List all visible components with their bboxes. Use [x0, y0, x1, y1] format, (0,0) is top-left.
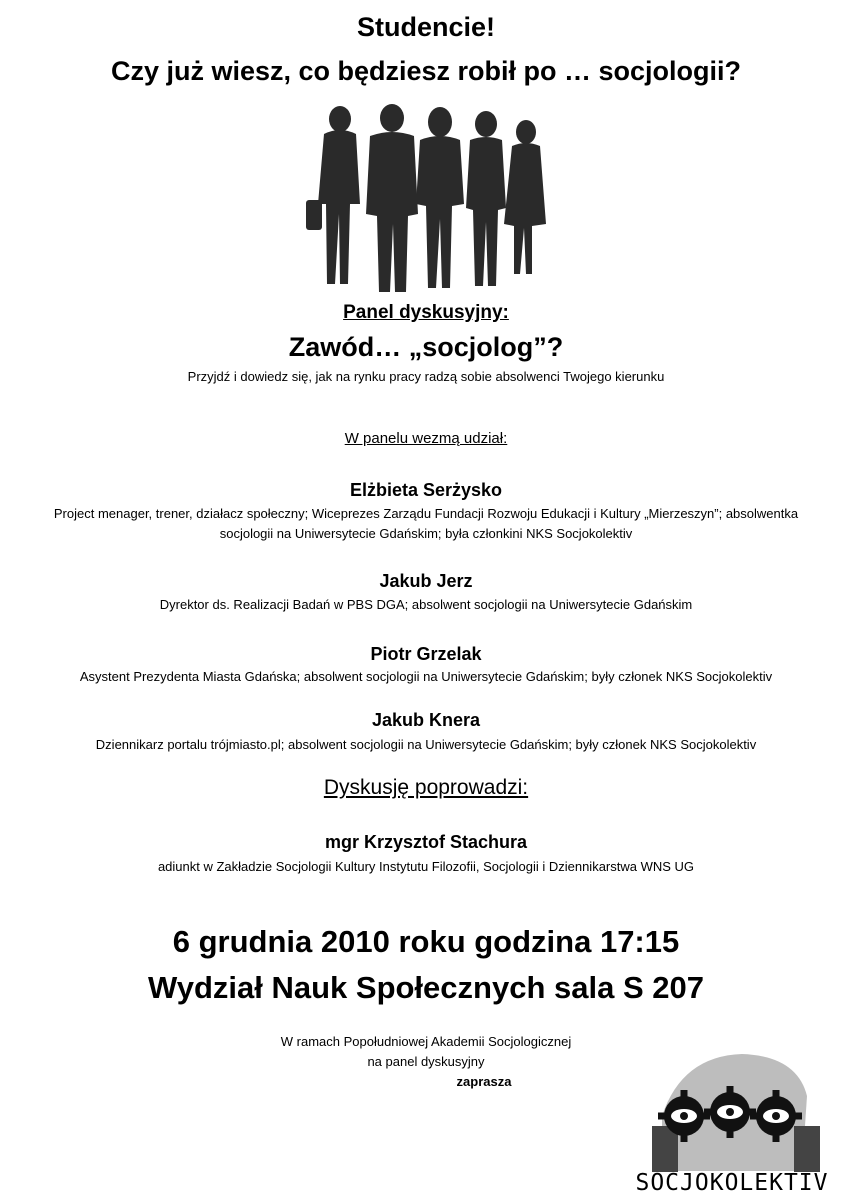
event-place: Wydział Nauk Społecznych sala S 207: [148, 970, 704, 1005]
gear-eyes-icon: [622, 1046, 842, 1176]
participant-name: Elżbieta Serżysko: [349, 480, 503, 500]
moderator-heading: Dyskusję poprowadzi:: [323, 776, 529, 799]
participant-name: Jakub Jerz: [379, 571, 473, 591]
panel-title: Zawód… „socjolog”?: [288, 332, 564, 362]
people-silhouette-icon: [300, 104, 552, 294]
logo-text: SOCJOKOLEKTIV: [635, 1170, 829, 1196]
participant-desc: Project menager, trener, działacz społeczny; Wiceprezes Zarządu Fundacji Rozwoju Edukacji i Kultury „Mierzeszyn”; absolwentka: [53, 506, 799, 521]
moderator-name: mgr Krzysztof Stachura: [324, 832, 528, 852]
participant-desc: Asystent Prezydenta Miasta Gdańska; absolwent socjologii na Uniwersytecie Gdańskim; były członek NKS Socjokolektiv: [79, 669, 773, 684]
event-date: 6 grudnia 2010 roku godzina 17:15: [172, 924, 680, 959]
headline-line1: Studencie!: [356, 12, 496, 42]
footer-line3: zaprasza: [456, 1074, 512, 1089]
footer-line1: W ramach Popołudniowej Akademii Socjologicznej: [280, 1034, 572, 1049]
panel-subtitle: Przyjdź i dowiedz się, jak na rynku pracy radzą sobie absolwenci Twojego kierunku: [187, 369, 665, 384]
participant-desc: socjologii na Uniwersytecie Gdańskim; była członkini NKS Socjokolektiv: [219, 526, 633, 541]
participants-heading: W panelu wezmą udział:: [344, 430, 508, 447]
socjokolektiv-logo: [622, 1046, 842, 1200]
participant-name: Piotr Grzelak: [370, 644, 482, 664]
participant-desc: Dyrektor ds. Realizacji Badań w PBS DGA; absolwent socjologii na Uniwersytecie Gdańskim: [159, 597, 693, 612]
moderator-desc: adiunkt w Zakładzie Socjologii Kultury Instytutu Filozofii, Socjologii i Dziennikarstwa WNS UG: [157, 859, 695, 874]
participant-name: Jakub Knera: [371, 710, 481, 730]
participant-desc: Dziennikarz portalu trójmiasto.pl; absolwent socjologii na Uniwersytecie Gdańskim; były członek NKS Socjokolektiv: [95, 737, 757, 752]
headline-line2: Czy już wiesz, co będziesz robił po … socjologii?: [110, 56, 742, 86]
footer-line2: na panel dyskusyjny: [367, 1054, 485, 1069]
panel-label: Panel dyskusyjny:: [343, 302, 509, 323]
